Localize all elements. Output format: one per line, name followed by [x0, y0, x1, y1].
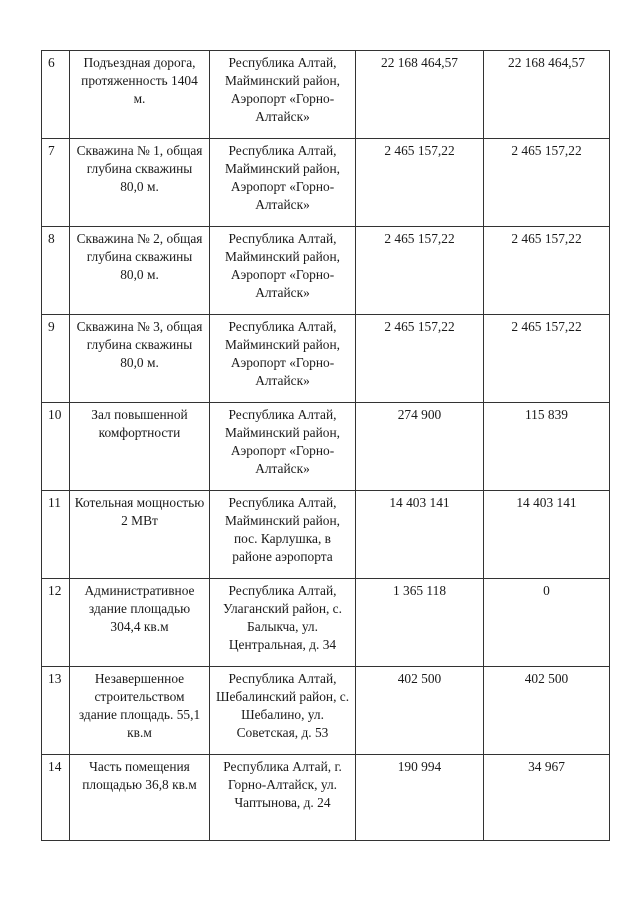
table-row	[42, 755, 610, 841]
value-1: 2 465 157,22	[356, 227, 484, 315]
table-row	[42, 579, 610, 667]
value-1: 274 900	[356, 403, 484, 491]
value-2: 0	[484, 579, 610, 667]
value-1: 402 500	[356, 667, 484, 755]
row-number: 11	[42, 491, 70, 579]
value-1: 2 465 157,22	[356, 139, 484, 227]
value-1: 190 994	[356, 755, 484, 841]
object-name: Незавершенное строительством здание площадь. 55,1 кв.м	[70, 667, 210, 755]
object-address: Республика Алтай, Шебалинский район, с. Шебалино, ул. Советская, д. 53	[210, 667, 356, 755]
object-name: Скважина № 1, общая глубина скважины 80,0 м.	[70, 139, 210, 227]
value-2: 2 465 157,22	[484, 227, 610, 315]
value-1: 2 465 157,22	[356, 315, 484, 403]
object-address: Республика Алтай, г. Горно-Алтайск, ул. Чаптынова, д. 24	[210, 755, 356, 841]
value-1: 22 168 464,57	[356, 51, 484, 139]
table-row	[42, 315, 610, 403]
table-row	[42, 51, 610, 139]
object-name: Скважина № 3, общая глубина скважины 80,0 м.	[70, 315, 210, 403]
table-row	[42, 491, 610, 579]
object-address: Республика Алтай, Майминский район, Аэропорт «Горно-Алтайск»	[210, 139, 356, 227]
value-2: 2 465 157,22	[484, 315, 610, 403]
row-number: 12	[42, 579, 70, 667]
object-name: Подъездная дорога, протяженность 1404 м.	[70, 51, 210, 139]
object-name: Административное здание площадью 304,4 кв.м	[70, 579, 210, 667]
object-address: Республика Алтай, Майминский район, Аэропорт «Горно-Алтайск»	[210, 315, 356, 403]
object-address: Республика Алтай, Улаганский район, с. Балыкча, ул. Центральная, д. 34	[210, 579, 356, 667]
row-number: 10	[42, 403, 70, 491]
table-row	[42, 667, 610, 755]
table-row	[42, 139, 610, 227]
row-number: 9	[42, 315, 70, 403]
table-row	[42, 403, 610, 491]
object-name: Часть помещения площадью 36,8 кв.м	[70, 755, 210, 841]
value-1: 1 365 118	[356, 579, 484, 667]
object-address: Республика Алтай, Майминский район, пос. Карлушка, в районе аэропорта	[210, 491, 356, 579]
value-1: 14 403 141	[356, 491, 484, 579]
row-number: 6	[42, 51, 70, 139]
value-2: 2 465 157,22	[484, 139, 610, 227]
row-number: 14	[42, 755, 70, 841]
table-row	[42, 227, 610, 315]
object-name: Зал повышенной комфортности	[70, 403, 210, 491]
object-address: Республика Алтай, Майминский район, Аэропорт «Горно-Алтайск»	[210, 403, 356, 491]
value-2: 115 839	[484, 403, 610, 491]
property-table	[41, 50, 610, 841]
object-address: Республика Алтай, Майминский район, Аэропорт «Горно-Алтайск»	[210, 227, 356, 315]
row-number: 13	[42, 667, 70, 755]
value-2: 14 403 141	[484, 491, 610, 579]
value-2: 34 967	[484, 755, 610, 841]
object-address: Республика Алтай, Майминский район, Аэропорт «Горно-Алтайск»	[210, 51, 356, 139]
value-2: 402 500	[484, 667, 610, 755]
row-number: 8	[42, 227, 70, 315]
object-name: Котельная мощностью 2 МВт	[70, 491, 210, 579]
object-name: Скважина № 2, общая глубина скважины 80,0 м.	[70, 227, 210, 315]
value-2: 22 168 464,57	[484, 51, 610, 139]
row-number: 7	[42, 139, 70, 227]
